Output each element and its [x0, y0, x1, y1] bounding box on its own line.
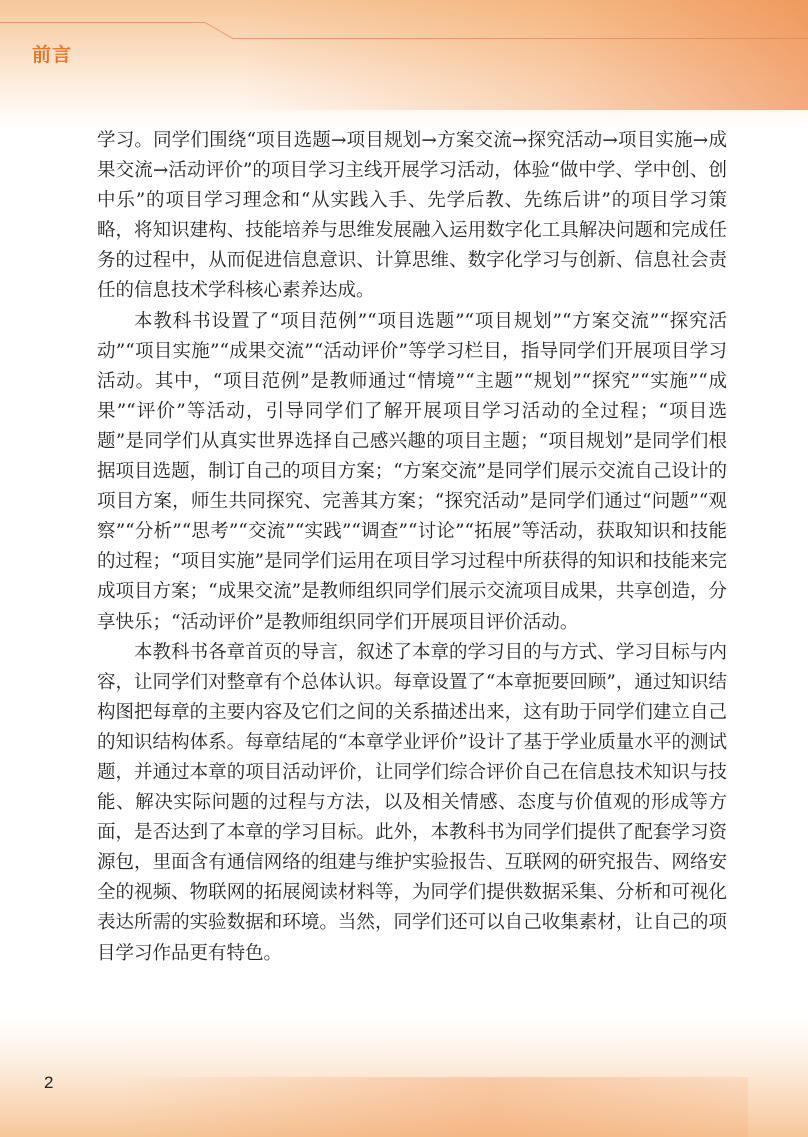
- page-number: 2: [44, 1073, 54, 1092]
- paragraph: 本教科书设置了“项目范例”“项目选题”“项目规划”“方案交流”“探究活动”“项目实施”“成果交流”“活动评价”等学习栏目，指导同学们开展项目学习活动。其中，“项目范例”是教师通过“情境”“主题”“规划”“探究”“实施”“成果”“评价”等活动，引导同学们了解开展项目学习活动的全过程；“项目选题”是同学们从真实世界选择自己感兴趣的项目主题；“项目规划”是同学们根据项目选题，制订自己的项目方案；“方案交流”是同学们展示交流自己设计的项目方案，师生共同探究、完善其方案；“探究活动”是同学们通过“问题”“观察”“分析”“思考”“交流”“实践”“调查”“讨论”“拓展”等活动，获取知识和技能的过程；“项目实施”是同学们运用在项目学习过程中所获得的知识和技能来完成项目方案；“成果交流”是教师组织同学们展示交流项目成果，共享创造，分享快乐；“活动评价”是教师组织同学们开展项目评价活动。: [97, 310, 727, 633]
- header-decoration: [248, 0, 808, 110]
- header-divider-line: [0, 22, 205, 23]
- paragraph: 本教科书各章首页的导言，叙述了本章的学习目的与方式、学习目标与内容，让同学们对整章有个总体认识。每章设置了“本章扼要回顾”，通过知识结构图把每章的主要内容及它们之间的关系描述出来，这有助于同学们建立自己的知识结构体系。每章结尾的“本章学业评价”设计了基于学业质量水平的测试题，并通过本章的项目活动评价，让同学们综合评价自己在信息技术知识与技能、解决实际问题的过程与方法，以及相关情感、态度与价值观的形成等方面，是否达到了本章的学习目标。此外，本教科书为同学们提供了配套学习资源包，里面含有通信网络的组建与维护实验报告、互联网的研究报告、网络安全的视频、物联网的拓展阅读材料等，为同学们提供数据采集、分析和可视化表达所需的实验数据和环境。当然，同学们还可以自己收集素材，让自己的项目学习作品更有特色。: [97, 641, 727, 964]
- header-divider-line: [232, 38, 808, 39]
- section-title: 前言: [32, 44, 73, 66]
- paragraph: 学习。同学们围绕“项目选题→项目规划→方案交流→探究活动→项目实施→成果交流→活动评价”的项目学习主线开展学习活动，体验“做中学、学中创、创中乐”的项目学习理念和“从实践入手、先学后教、先练后讲”的项目学习策略，将知识建构、技能培养与思维发展融入运用数字化工具解决问题和完成任务的过程中，从而促进信息意识、计算思维、数字化学习与创新、信息社会责任的信息技术学科核心素养达成。: [97, 130, 727, 302]
- body-text: [97, 126, 727, 969]
- footer-decoration: [108, 1077, 748, 1137]
